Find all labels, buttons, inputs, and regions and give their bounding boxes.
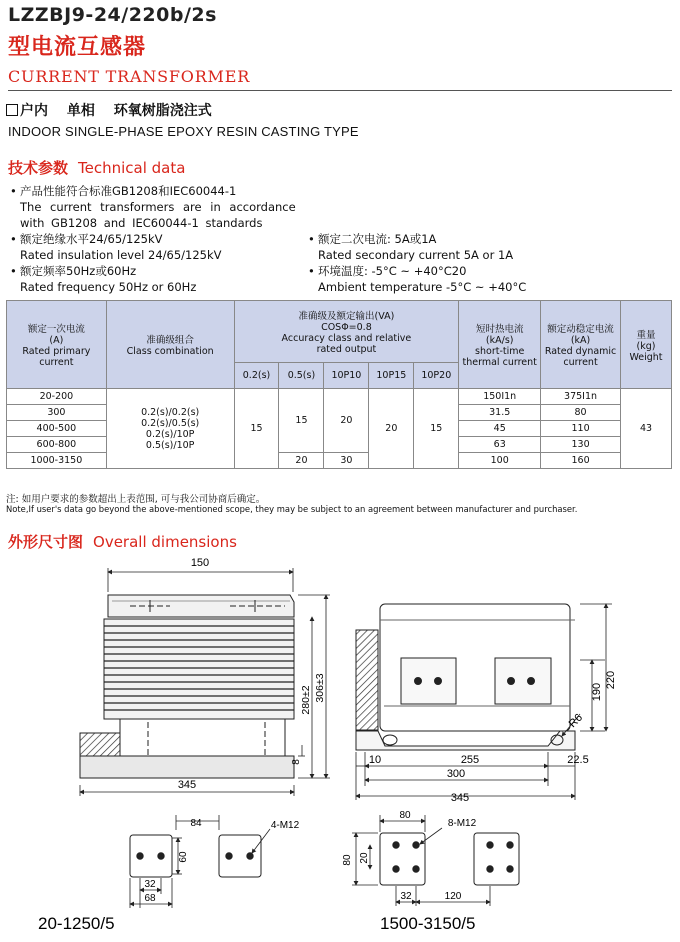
checkbox-square-icon bbox=[6, 104, 18, 116]
dim-32-b: 32 bbox=[400, 891, 412, 902]
dim-68: 68 bbox=[144, 893, 156, 904]
dim-10: 10 bbox=[368, 754, 382, 766]
spec-table bbox=[6, 300, 672, 469]
table-row bbox=[7, 453, 672, 469]
header-acc-10p15: 10P15 bbox=[369, 363, 414, 389]
header-primary-current: 额定一次电流 (A) Rated primary current bbox=[7, 301, 107, 389]
spec-standard-en1: The current transformers are in accordance bbox=[20, 200, 296, 214]
dim-150: 150 bbox=[190, 557, 210, 569]
caption-20-1250: 20-1250/5 bbox=[38, 914, 115, 933]
dim-80-b: 80 bbox=[342, 854, 353, 866]
dim-190: 190 bbox=[591, 682, 603, 702]
dim-r6: R6 bbox=[566, 711, 586, 731]
dimension-drawing bbox=[0, 548, 680, 942]
tech-data-heading: 技术参数 Technical data bbox=[8, 159, 186, 177]
cell-primary: 300 bbox=[7, 405, 107, 421]
dim-60: 60 bbox=[178, 851, 189, 863]
spec-insulation-en: Rated insulation level 24/65/125kV bbox=[20, 248, 222, 262]
dim-345-top: 345 bbox=[450, 792, 470, 804]
cell-dynamic: 130 bbox=[541, 437, 621, 453]
dim-8: 8 bbox=[291, 759, 302, 765]
dimensions-heading: 外形尺寸图 Overall dimensions bbox=[8, 533, 237, 551]
cell-thermal: 45 bbox=[459, 421, 541, 437]
dim-32-a: 32 bbox=[144, 879, 156, 890]
spec-secondary-cn: 额定二次电流: 5A或1A bbox=[318, 232, 437, 246]
cell-dynamic: 160 bbox=[541, 453, 621, 469]
header-acc-02s: 0.2(s) bbox=[234, 363, 279, 389]
subtitle-cn: 户内 单相 环氧树脂浇注式 bbox=[6, 100, 212, 120]
note-cn: 注: 如用户要求的参数超出上表范围, 可与我公司协商后确定。 bbox=[6, 494, 266, 505]
dim-20: 20 bbox=[359, 852, 370, 864]
dim-280: 280±2 bbox=[300, 685, 312, 715]
caption-1500-3150: 1500-3150/5 bbox=[380, 914, 476, 933]
top-view bbox=[356, 604, 612, 800]
cell-acc-02s: 15 bbox=[234, 389, 279, 469]
cell-dynamic: 110 bbox=[541, 421, 621, 437]
header-class-combination: 准确级组合 Class combination bbox=[106, 301, 234, 389]
cell-acc-10p15: 20 bbox=[369, 389, 414, 469]
product-title-en: CURRENT TRANSFORMER bbox=[8, 67, 251, 86]
spec-frequency-cn: 额定频率50Hz或60Hz bbox=[20, 264, 137, 278]
cell-dynamic: 80 bbox=[541, 405, 621, 421]
dim-220: 220 bbox=[605, 670, 617, 690]
dim-345-side: 345 bbox=[177, 779, 197, 791]
cell-acc-05s: 20 bbox=[279, 453, 324, 469]
cell-thermal: 31.5 bbox=[459, 405, 541, 421]
header-weight: 重量 (kg) Weight bbox=[620, 301, 671, 389]
cell-acc-10p20: 15 bbox=[414, 389, 459, 469]
spec-temperature-en: Ambient temperature -5°C ~ +40°C bbox=[318, 280, 527, 294]
cell-acc-10p10: 20 bbox=[324, 389, 369, 453]
dim-80-a: 80 bbox=[399, 810, 411, 821]
header-acc-05s: 0.5(s) bbox=[279, 363, 324, 389]
cell-thermal: 100 bbox=[459, 453, 541, 469]
spec-standard-cn: 产品性能符合标准GB1208和IEC60044-1 bbox=[20, 184, 237, 198]
dim-84: 84 bbox=[190, 818, 202, 829]
spec-temperature-cn: 环境温度: -5°C ~ +40°C20 bbox=[318, 264, 467, 278]
cell-thermal: 63 bbox=[459, 437, 541, 453]
spec-secondary-en: Rated secondary current 5A or 1A bbox=[318, 248, 514, 262]
table-row bbox=[7, 389, 672, 405]
cell-thermal: 150I1n bbox=[459, 389, 541, 405]
terminal-detail-2 bbox=[352, 815, 519, 906]
subtitle-en: INDOOR SINGLE-PHASE EPOXY RESIN CASTING TYPE bbox=[8, 124, 359, 139]
note-en: Note,If user's data go beyond the above-mentioned scope, they may be subject to an agreement between manufacturer and purchaser. bbox=[6, 504, 578, 514]
spec-frequency-en: Rated frequency 50Hz or 60Hz bbox=[20, 280, 197, 294]
cell-weight: 43 bbox=[620, 389, 671, 469]
label-8-m12: 8-M12 bbox=[447, 818, 477, 829]
header-acc-10p20: 10P20 bbox=[414, 363, 459, 389]
header-thermal-current: 短时热电流 (kA/s) short-time thermal current bbox=[459, 301, 541, 389]
spec-right: • 额定二次电流: 5A或1A Rated secondary current 5A or 1A • 环境温度: -5°C ~ +40°C20 Ambient temperature -5°C ~ +40°C bbox=[308, 232, 527, 294]
dim-306: 306±3 bbox=[314, 673, 326, 703]
model-number: LZZBJ9-24/220b/2s bbox=[8, 4, 217, 26]
header-acc-10p10: 10P10 bbox=[324, 363, 369, 389]
dim-300: 300 bbox=[446, 768, 466, 780]
spec-standard-en2: with GB1208 and IEC60044-1 standards bbox=[20, 216, 263, 230]
cell-primary: 20-200 bbox=[7, 389, 107, 405]
spec-left: • 产品性能符合标准GB1208和IEC60044-1 The current transformers are in accordance with GB1208 and IEC60044-1 standards • 额定绝缘水平24/65/125kV Rated insulation level 24/65/125kV • 额定频率50Hz或60Hz Rated frequency 50Hz or 60Hz bbox=[10, 184, 296, 294]
dim-255: 255 bbox=[460, 754, 480, 766]
header-accuracy-output: 准确级及额定输出(VA) COSΦ=0.8 Accuracy class and relative rated output bbox=[234, 301, 459, 363]
cell-primary: 1000-3150 bbox=[7, 453, 107, 469]
cell-primary: 600-800 bbox=[7, 437, 107, 453]
cell-acc-05s: 15 bbox=[279, 389, 324, 453]
cell-dynamic: 375I1n bbox=[541, 389, 621, 405]
divider bbox=[8, 90, 672, 91]
product-title-cn: 型电流互感器 bbox=[8, 35, 147, 60]
cell-acc-10p10: 30 bbox=[324, 453, 369, 469]
cell-primary: 400-500 bbox=[7, 421, 107, 437]
label-4-m12: 4-M12 bbox=[270, 820, 300, 831]
spec-insulation-cn: 额定绝缘水平24/65/125kV bbox=[20, 232, 163, 246]
dim-120: 120 bbox=[444, 891, 462, 902]
dim-22-5: 22.5 bbox=[567, 754, 589, 766]
header-dynamic-current: 额定动稳定电流 (kA) Rated dynamic current bbox=[541, 301, 621, 389]
cell-class-combination: 0.2(s)/0.2(s) 0.2(s)/0.5(s) 0.2(s)/10P 0.5(s)/10P bbox=[106, 389, 234, 469]
